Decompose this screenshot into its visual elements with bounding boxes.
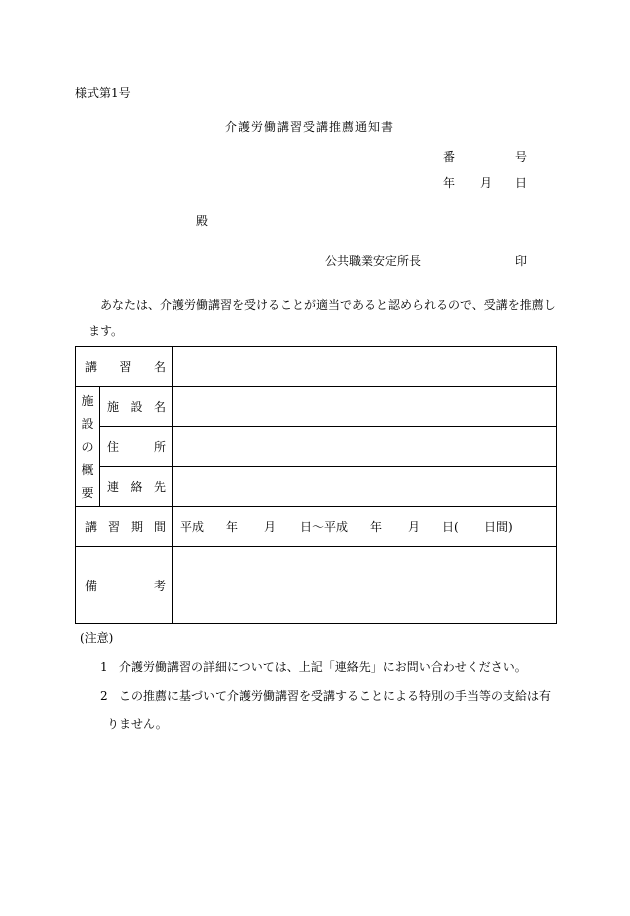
contact-value[interactable] (173, 467, 557, 507)
notes-heading: (注意) (80, 631, 114, 645)
contact-row (76, 467, 557, 507)
addressee-suffix: 殿 (196, 214, 209, 228)
date-day: 日 (515, 176, 528, 190)
remarks-row (76, 547, 557, 624)
form-number: 様式第1号 (75, 86, 131, 100)
number-suffix: 号 (515, 150, 528, 164)
facility-group-label: 施 設 の 概 要 (76, 387, 100, 507)
note-2-number: 2 (100, 689, 108, 703)
body-text-line2: ます。 (88, 324, 124, 338)
note-1-number: 1 (100, 660, 108, 674)
issuer-name: 公共職業安定所長 (325, 254, 422, 268)
remarks-value[interactable] (173, 547, 557, 624)
document-title: 介護労働講習受講推薦通知書 (225, 120, 395, 134)
note-2-text: この推薦に基づいて介護労働講習を受講することによる特別の手当等の支給は有 (119, 689, 552, 703)
issuer-seal: 印 (515, 254, 528, 268)
period-label: 講 習 期 間 (76, 507, 173, 547)
course-name-label: 講 習 名 (76, 347, 173, 387)
address-label: 住 所 (100, 427, 173, 467)
note-2-text-continued: りません。 (107, 717, 168, 731)
facility-name-label: 施 設 名 (100, 387, 173, 427)
note-1-text: 介護労働講習の詳細については、上記「連絡先」にお問い合わせください。 (119, 660, 527, 674)
facility-name-value[interactable] (173, 387, 557, 427)
address-value[interactable] (173, 427, 557, 467)
number-label: 番 (443, 150, 456, 164)
date-month: 月 (480, 176, 493, 190)
contact-label: 連 絡 先 (100, 467, 173, 507)
period-value[interactable]: 平成 年 月 日〜平成 年 月 日( 日間) (173, 507, 557, 547)
facility-name-row (76, 387, 557, 427)
course-name-row (76, 347, 557, 387)
course-name-value[interactable] (173, 347, 557, 387)
remarks-label: 備 考 (76, 547, 173, 624)
address-row (76, 427, 557, 467)
date-year: 年 (443, 176, 456, 190)
period-row (76, 507, 557, 547)
body-text-line1: あなたは、介護労働講習を受けることが適当であると認められるので、受講を推薦し (100, 298, 556, 312)
recommendation-table (75, 346, 557, 624)
